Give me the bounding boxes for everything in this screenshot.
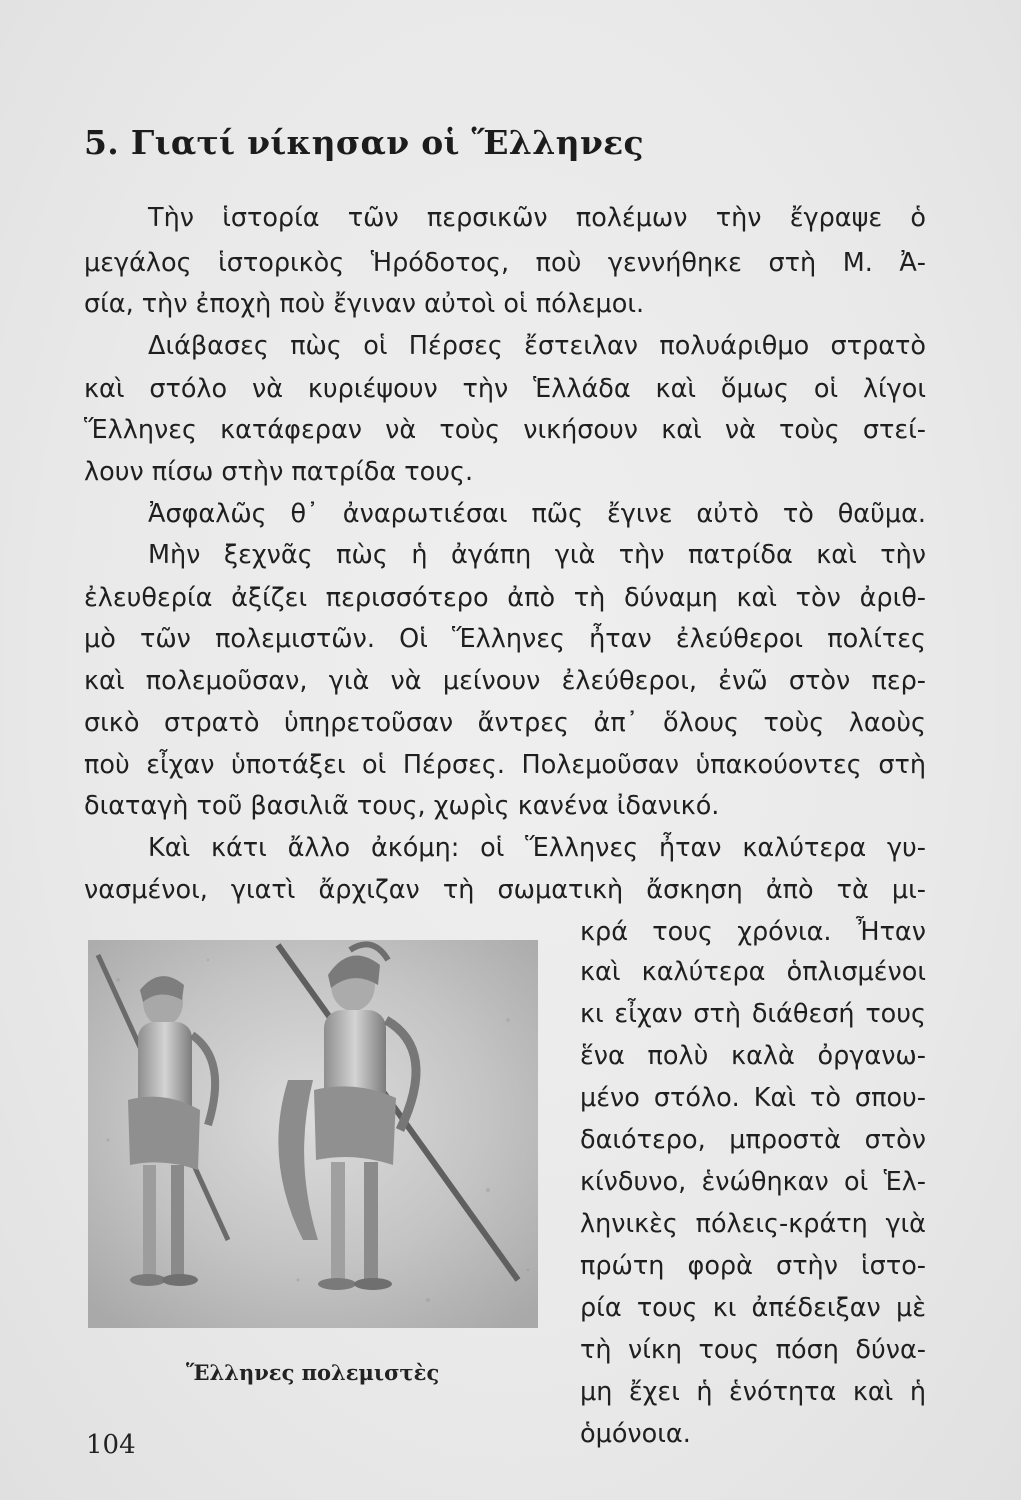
text-line: ληνικὲς πόλεις-κράτη γιὰ	[580, 1209, 926, 1239]
text-line: μεγάλος ἱστορικὸς Ἡρόδοτος, ποὺ γεννήθηκε στὴ Μ. Ἀ-	[84, 248, 926, 278]
text-line: καὶ στόλο νὰ κυριέψουν τὴν Ἑλλάδα καὶ ὅμως οἱ λίγοι	[84, 374, 926, 404]
relief-photo	[88, 940, 538, 1328]
text-line: διαταγὴ τοῦ βασιλιᾶ τους, χωρὶς κανένα ἰδανικό.	[84, 791, 720, 821]
section-heading: 5. Γιατί νίκησαν οἱ Ἕλληνες	[84, 123, 644, 162]
text-line: κίνδυνο, ἑνώθηκαν οἱ Ἑλ-	[580, 1167, 926, 1197]
text-line: μένο στόλο. Καὶ τὸ σπου-	[580, 1083, 926, 1113]
text-line: νασμένοι, γιατὶ ἄρχιζαν τὴ σωματικὴ ἄσκηση ἀπὸ τὰ μι-	[84, 875, 926, 905]
text-line: Τὴν ἱστορία τῶν περσικῶν πολέμων τὴν ἔγραψε ὁ	[148, 203, 926, 233]
figure-caption: Ἕλληνες πολεμιστὲς	[186, 1360, 440, 1385]
text-line: μη ἔχει ἡ ἑνότητα καὶ ἡ	[580, 1377, 926, 1407]
text-line: Ἕλληνες κατάφεραν νὰ τοὺς νικήσουν καὶ νὰ τοὺς στεί-	[84, 415, 926, 445]
text-line: Ἀσφαλῶς θ᾽ ἀναρωτιέσαι πῶς ἔγινε αὐτὸ τὸ θαῦμα.	[148, 499, 926, 529]
text-line: τὴ νίκη τους πόση δύνα-	[580, 1335, 926, 1365]
text-line: καὶ καλύτερα ὁπλισμένοι	[580, 957, 926, 987]
text-line: κρά τους χρόνια. Ἦταν	[580, 917, 926, 947]
text-line: λουν πίσω στὴν πατρίδα τους.	[84, 457, 474, 487]
text-line: ἕνα πολὺ καλὰ ὀργανω-	[580, 1041, 926, 1071]
text-line: Διάβασες πὼς οἱ Πέρσες ἔστειλαν πολυάριθμο στρατὸ	[148, 331, 926, 361]
text-line: μὸ τῶν πολεμιστῶν. Οἱ Ἕλληνες ἦταν ἐλεύθεροι πολίτες	[84, 624, 926, 654]
text-line: κι εἶχαν στὴ διάθεσή τους	[580, 999, 926, 1029]
text-line: ρία τους κι ἀπέδειξαν μὲ	[580, 1293, 926, 1323]
text-line: Καὶ κάτι ἄλλο ἀκόμη: οἱ Ἕλληνες ἦταν καλύτερα γυ-	[148, 833, 926, 863]
text-line: ἐλευθερία ἀξίζει περισσότερο ἀπὸ τὴ δύναμη καὶ τὸν ἀριθ-	[84, 583, 926, 613]
text-line: δαιότερο, μπροστὰ στὸν	[580, 1125, 926, 1155]
text-line: πρώτη φορὰ στὴν ἱστο-	[580, 1251, 926, 1281]
text-line: σία, τὴν ἐποχὴ ποὺ ἔγιναν αὐτοὶ οἱ πόλεμοι.	[84, 289, 645, 319]
text-line: ποὺ εἶχαν ὑποτάξει οἱ Πέρσες. Πολεμοῦσαν ὑπακούοντες στὴ	[84, 750, 926, 780]
page-number: 104	[86, 1430, 136, 1460]
text-line: καὶ πολεμοῦσαν, γιὰ νὰ μείνουν ἐλεύθεροι, ἐνῶ στὸν περ-	[84, 666, 926, 696]
text-line: ὁμόνοια.	[580, 1419, 691, 1449]
text-line: σικὸ στρατὸ ὑπηρετοῦσαν ἄντρες ἀπ᾽ ὅλους τοὺς λαοὺς	[84, 708, 926, 738]
text-line: Μὴν ξεχνᾶς πὼς ἡ ἀγάπη γιὰ τὴν πατρίδα καὶ τὴν	[148, 540, 926, 570]
